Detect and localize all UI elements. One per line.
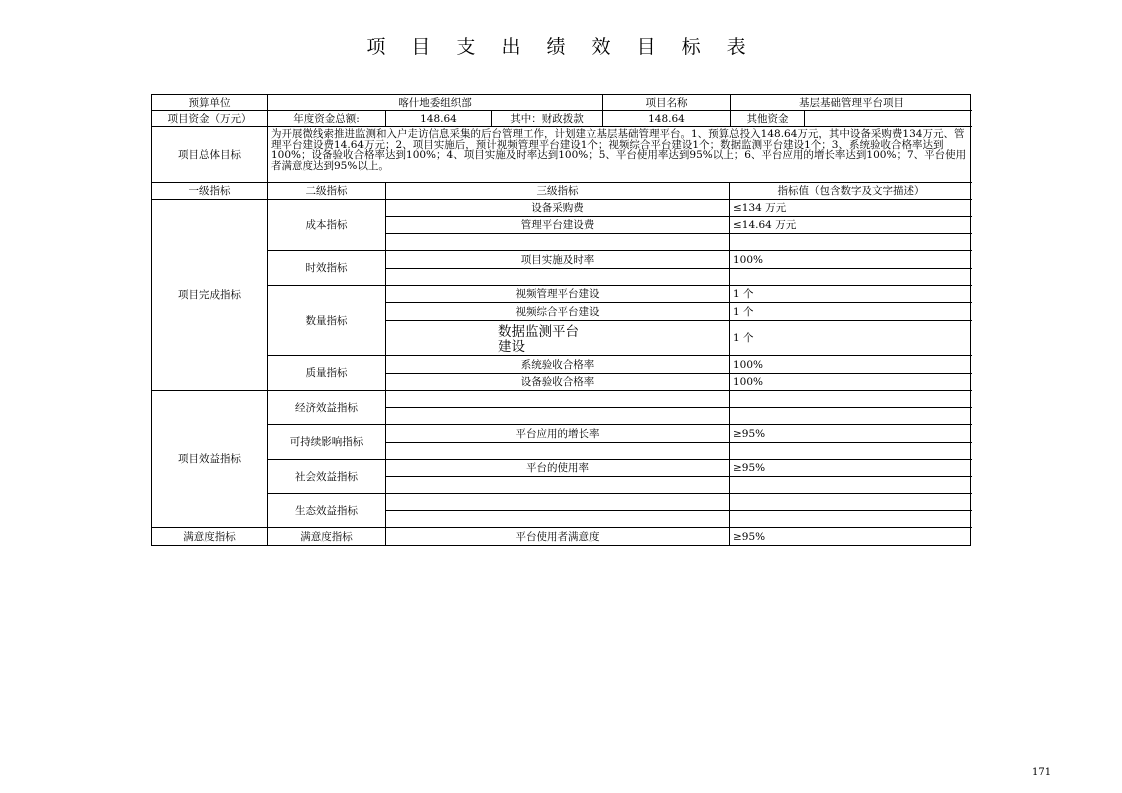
indicator-cell: 设备采购费: [386, 200, 730, 217]
indicator-cell: [386, 391, 730, 408]
value-cell: [730, 511, 972, 528]
indicator-cell: [386, 234, 730, 251]
value-cell: [730, 494, 972, 511]
fiscal-label: 其中：财政拨款: [492, 111, 603, 127]
value-cell: ≤134 万元: [730, 200, 972, 217]
value-cell: [730, 234, 972, 251]
level2-cost: 成本指标: [268, 200, 386, 251]
value-cell: ≥95%: [733, 530, 766, 543]
group-completion: 项目完成指标: [152, 200, 268, 391]
page-number: 171: [1032, 767, 1052, 778]
unit-label: 预算单位: [152, 95, 268, 111]
project-name-value: 基层基础管理平台项目: [731, 95, 972, 111]
indicator-cell: 管理平台建设费: [386, 217, 730, 234]
indicator-cell: [386, 269, 730, 286]
value-cell: 100%: [730, 251, 972, 269]
indicator-cell: 平台应用的增长率: [386, 425, 730, 443]
level2-ecological: 生态效益指标: [268, 494, 386, 528]
indicator-cell: 设备验收合格率: [386, 374, 730, 391]
value-cell: ≥95%: [730, 425, 972, 443]
performance-table: [151, 94, 971, 546]
col-level1: 一级指标: [152, 183, 268, 200]
indicator-cell: [386, 443, 730, 460]
fiscal-value: 148.64: [603, 111, 731, 127]
indicator-cell: [386, 494, 730, 511]
indicator-text: 数据监测平台建设: [498, 324, 579, 355]
indicator-cell: [386, 477, 730, 494]
value-cell: [730, 443, 972, 460]
col-level2: 二级指标: [268, 183, 386, 200]
value-cell: [730, 391, 972, 408]
indicator-cell-large: [386, 321, 730, 356]
fund-label: 项目资金（万元）: [152, 111, 268, 127]
group-benefit: 项目效益指标: [152, 391, 268, 528]
indicator-cell: 视频管理平台建设: [386, 286, 730, 303]
level2-time: 时效指标: [268, 251, 386, 286]
other-value: [805, 111, 972, 127]
annual-total-label: 年度资金总额:: [268, 111, 386, 127]
level2-quantity: 数量指标: [268, 286, 386, 356]
value-cell: 100%: [730, 356, 972, 374]
indicator-cell: 平台的使用率: [386, 460, 730, 477]
unit-value: 喀什地委组织部: [268, 95, 603, 111]
value-cell: [730, 477, 972, 494]
value-cell: 1 个: [730, 286, 972, 303]
goal-label: 项目总体目标: [152, 127, 268, 183]
indicator-cell: 系统验收合格率: [386, 356, 730, 374]
goal-text: 为开展微线索推进监测和入户走访信息采集的后台管理工作，计划建立基层基础管理平台。1、预算总投入148.64万元，其中设备采购费134万元、管理平台建设费14.64万元；2、项目实施后，预计视频管理平台建设1个；视频综合平台建设1个；数据监测平台建设1个；3、系统验收合格率达到100%；设备验收合格率达到100%；4、项目实施及时率达到100%；5、平台使用率达到95%以上；6、平台应用的增长率达到100%；7、平台使用者满意度达到95%以上。: [268, 127, 972, 183]
level2-sustainable: 可持续影响指标: [268, 425, 386, 460]
group-satisfaction: 满意度指标: [152, 528, 268, 545]
value-cell: 100%: [730, 374, 972, 391]
annual-total-value: 148.64: [386, 111, 492, 127]
value-cell: [730, 269, 972, 286]
page-title: 项 目 支 出 绩 效 目 标 表: [366, 36, 756, 58]
value-cell: ≥95%: [730, 460, 972, 477]
level2-satisfaction: 满意度指标: [268, 528, 386, 545]
level2-economic: 经济效益指标: [268, 391, 386, 425]
indicator-cell: 平台使用者满意度: [386, 528, 730, 545]
other-label: 其他资金: [731, 111, 805, 127]
value-cell: [730, 408, 972, 425]
indicator-cell: [386, 511, 730, 528]
level2-social: 社会效益指标: [268, 460, 386, 494]
project-name-label: 项目名称: [603, 95, 731, 111]
indicator-cell: 视频综合平台建设: [386, 303, 730, 321]
indicator-cell: [386, 408, 730, 425]
value-cell: 1 个: [730, 303, 972, 321]
col-level3: 三级指标: [386, 183, 730, 200]
value-cell: 1 个: [730, 321, 972, 356]
col-value: 指标值（包含数字及文字描述）: [730, 183, 972, 200]
level2-quality: 质量指标: [268, 356, 386, 391]
value-cell: ≤14.64 万元: [730, 217, 972, 234]
indicator-cell: 项目实施及时率: [386, 251, 730, 269]
